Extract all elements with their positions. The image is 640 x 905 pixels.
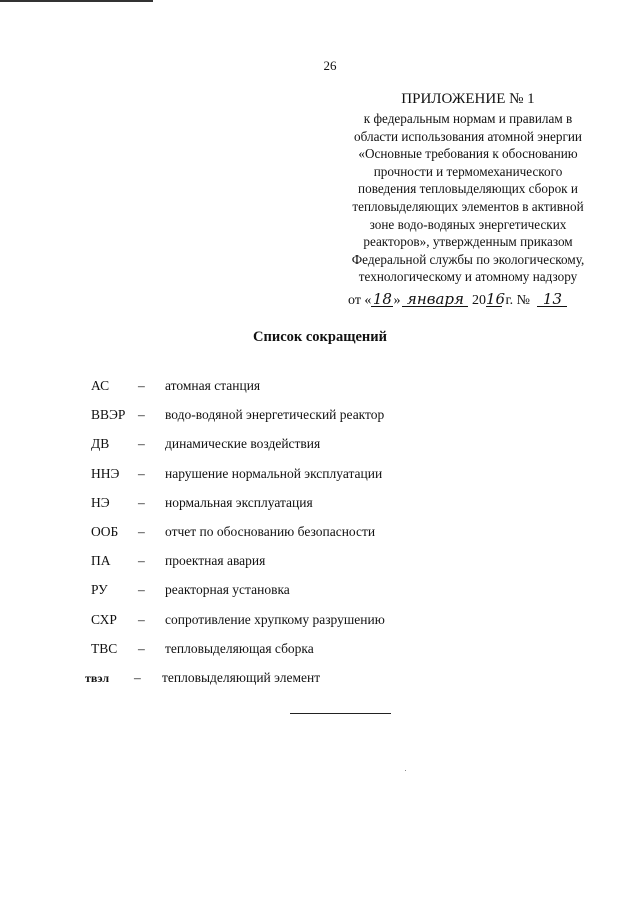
abbreviation-definition: отчет по обоснованию безопасности [165,523,376,539]
abbreviation-definition: реакторная установка [165,582,290,598]
appendix-description: к федеральным нормам и правилам в области использования атомной энергии «Основные требования к обоснованию прочности и термомеханического поведения тепловыделяющих сборок и тепловыделяющих элементов в активной зоне водо-водяных энергетических реакторов», утвержденным приказом Федеральной службы по экологическому, технологическому и атомному надзору [351,111,585,285]
abbreviation-row [0,495,640,524]
abbreviation-dash: – [138,494,145,510]
abbreviation-dash: – [138,465,145,481]
abbreviation-definition: тепловыделяющий элемент [162,669,321,685]
approval-date-line [348,292,567,309]
abbreviation-definition: сопротивление хрупкому разрушению [165,611,385,627]
abbreviation-dash: – [138,523,145,539]
abbreviation-term: ПА [91,553,111,569]
year-prefix: 20 [471,293,486,308]
date-close-quote: » [393,293,401,308]
end-divider-line [290,713,391,714]
abbreviation-dash: – [138,436,145,452]
abbreviation-definition: атомная станция [165,378,261,393]
abbreviation-term: ДВ [91,436,110,452]
abbreviation-term: НЭ [91,494,110,510]
date-prefix: от « [348,293,372,308]
appendix-header [330,90,606,286]
abbreviation-row [0,466,640,495]
abbreviation-dash: – [138,378,145,393]
abbreviation-definition: нарушение нормальной эксплуатации [165,465,383,481]
handwritten-year: 16 [485,290,506,308]
abbreviation-definition: динамические воздействия [165,436,321,452]
abbreviation-row [0,524,640,553]
abbreviation-definition: проектная авария [165,553,266,569]
abbreviation-definition: нормальная эксплуатация [165,494,313,510]
abbreviation-dash: – [138,553,145,569]
abbreviation-row [0,407,640,436]
abbreviation-row [0,378,640,407]
abbreviation-dash: – [134,669,141,685]
abbreviation-row [0,553,640,582]
scan-speck [405,770,406,771]
abbreviation-term: ВВЭР [91,407,126,423]
appendix-title: ПРИЛОЖЕНИЕ № 1 [401,91,535,107]
abbreviation-definition: тепловыделяющая сборка [165,640,314,656]
abbreviation-term: АС [91,378,110,393]
section-heading: Список сокращений [253,329,387,345]
top-border-line [0,0,153,2]
handwritten-order-number: 13 [537,292,567,307]
abbreviation-term: ООБ [91,523,119,539]
handwritten-day: 18 [372,290,392,308]
abbreviation-row [0,582,640,611]
page-number: 26 [323,58,337,73]
abbreviation-row [0,670,640,699]
abbreviation-row [0,436,640,465]
abbreviation-term: СХР [91,611,117,627]
abbreviation-dash: – [138,611,145,627]
abbreviation-term: ННЭ [91,465,120,481]
abbreviation-dash: – [138,407,145,423]
abbreviation-list [0,378,640,699]
abbreviation-row [0,612,640,641]
abbreviation-dash: – [138,582,145,598]
handwritten-month: января [402,292,468,307]
year-tail: г. № [501,293,534,308]
abbreviation-term: РУ [91,582,108,598]
abbreviation-term: ТВС [91,640,118,656]
abbreviation-definition: водо-водяной энергетический реактор [165,407,385,423]
abbreviation-dash: – [138,640,145,656]
abbreviation-row [0,641,640,670]
abbreviation-term: твэл [85,670,110,685]
